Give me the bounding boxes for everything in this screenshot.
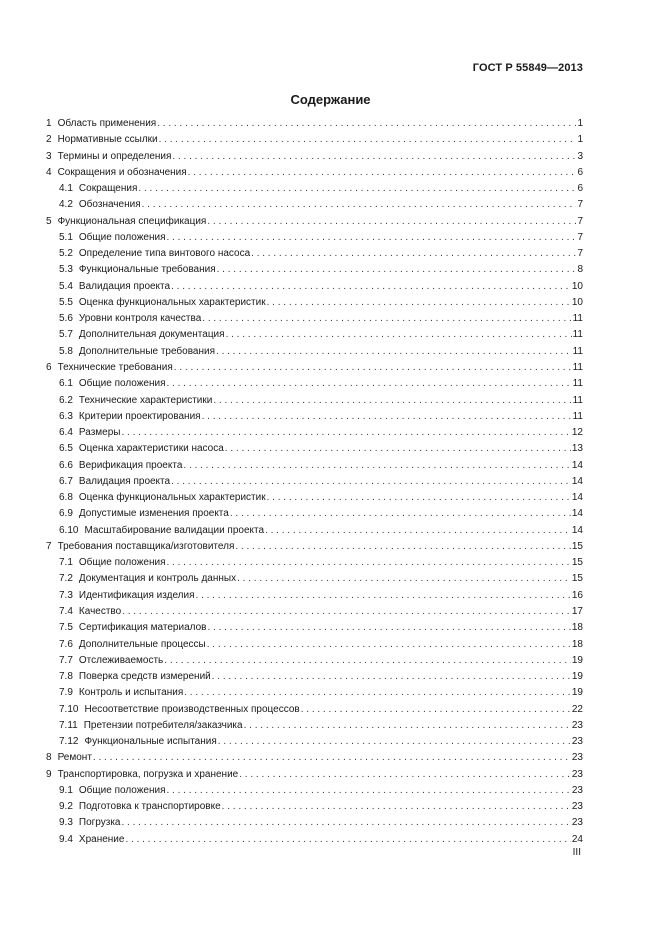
toc-entry-number: 6.4 (59, 427, 73, 439)
toc-entry-page: 7 (577, 248, 583, 260)
toc-entry-label: Обозначения (78, 199, 141, 211)
toc-entry-number: 7.7 (59, 654, 73, 666)
toc-entry-label: Транспортировка, погрузка и хранение (57, 768, 239, 780)
toc-entry-number: 7.4 (59, 605, 73, 617)
toc-dot-leader (159, 132, 577, 148)
toc-entry[interactable] (46, 702, 583, 718)
toc-entry-number: 7.6 (59, 638, 73, 650)
toc-entry[interactable] (46, 425, 583, 441)
toc-entry-label: Дополнительные требования (78, 345, 216, 357)
toc-entry-label: Подготовка к транспортировке (78, 801, 221, 813)
toc-list (46, 116, 583, 848)
toc-dot-leader (167, 783, 571, 799)
toc-entry-number: 3 (46, 150, 52, 162)
toc-entry-number: 2 (46, 134, 52, 146)
toc-entry-label: Валидация проекта (78, 475, 171, 487)
toc-entry-label: Погрузка (78, 817, 121, 829)
toc-dot-leader (171, 279, 571, 295)
toc-entry-label: Критерии проектирования (78, 410, 201, 422)
toc-dot-leader (239, 767, 571, 783)
toc-entry-label: Требования поставщика/изготовителя (57, 540, 235, 552)
toc-entry[interactable] (46, 523, 583, 539)
toc-dot-leader (171, 474, 571, 490)
toc-entry-page: 23 (571, 768, 583, 780)
toc-dot-leader (202, 409, 572, 425)
toc-dot-leader (267, 295, 571, 311)
toc-entry[interactable] (46, 669, 583, 685)
toc-entry-number: 9.4 (59, 833, 73, 845)
toc-dot-leader (93, 750, 571, 766)
toc-entry-label: Сокращения (78, 183, 138, 195)
toc-entry-number: 4.1 (59, 183, 73, 195)
toc-entry-label: Общие положения (78, 557, 166, 569)
toc-entry-number: 5.3 (59, 264, 73, 276)
toc-entry-number: 7.10 (59, 703, 79, 715)
toc-entry-number: 6.10 (59, 524, 79, 536)
toc-entry[interactable] (46, 718, 583, 734)
toc-entry[interactable] (46, 474, 583, 490)
toc-entry[interactable] (46, 116, 583, 132)
toc-entry-label: Валидация проекта (78, 280, 171, 292)
toc-entry-page: 11 (572, 410, 583, 422)
toc-dot-leader (222, 799, 571, 815)
toc-dot-leader (235, 539, 571, 555)
toc-entry[interactable] (46, 409, 583, 425)
toc-entry[interactable] (46, 620, 583, 636)
toc-entry[interactable] (46, 344, 583, 360)
toc-entry-page: 23 (571, 736, 583, 748)
toc-entry-page: 7 (577, 231, 583, 243)
toc-entry-number: 8 (46, 752, 52, 764)
toc-entry-number: 6.1 (59, 378, 73, 390)
toc-dot-leader (202, 311, 571, 327)
toc-entry[interactable] (46, 653, 583, 669)
toc-dot-leader (184, 685, 571, 701)
toc-entry-number: 1 (46, 118, 52, 129)
toc-entry-number: 7.5 (59, 622, 73, 634)
toc-entry[interactable] (46, 799, 583, 815)
toc-title: Содержание (290, 92, 371, 107)
toc-entry-page: 17 (571, 605, 583, 617)
toc-entry-page: 11 (572, 313, 583, 325)
toc-entry-number: 7.12 (59, 736, 79, 748)
toc-entry-label: Претензии потребителя/заказчика (83, 719, 243, 731)
toc-dot-leader (167, 230, 577, 246)
toc-entry-number: 9.1 (59, 784, 73, 796)
toc-entry[interactable] (46, 327, 583, 343)
toc-entry[interactable] (46, 637, 583, 653)
toc-entry-label: Функциональные испытания (84, 736, 217, 748)
toc-entry-number: 5.2 (59, 248, 73, 260)
toc-entry-page: 14 (571, 475, 583, 487)
toc-entry-number: 5.4 (59, 280, 73, 292)
toc-entry[interactable] (46, 279, 583, 295)
toc-entry[interactable] (46, 149, 583, 165)
toc-entry-label: Общие положения (78, 378, 166, 390)
toc-dot-leader (216, 344, 572, 360)
toc-entry[interactable] (46, 750, 583, 766)
toc-entry-page: 15 (571, 557, 583, 569)
toc-dot-leader (226, 327, 572, 343)
toc-entry-page: 6 (577, 183, 583, 195)
toc-entry-label: Отслеживаемость (78, 654, 164, 666)
toc-entry-label: Общие положения (78, 784, 166, 796)
toc-entry-number: 5.5 (59, 296, 73, 308)
toc-entry-page: 3 (577, 150, 583, 162)
toc-dot-leader (183, 458, 570, 474)
toc-entry-label: Ремонт (57, 752, 92, 764)
toc-entry[interactable] (46, 783, 583, 799)
toc-entry-number: 6.5 (59, 443, 73, 455)
toc-dot-leader (142, 197, 577, 213)
toc-entry-number: 4.2 (59, 199, 73, 211)
toc-entry-label: Идентификация изделия (78, 589, 195, 601)
toc-dot-leader (265, 523, 571, 539)
toc-entry-number: 6.6 (59, 459, 73, 471)
toc-entry[interactable] (46, 246, 583, 262)
toc-entry[interactable] (46, 295, 583, 311)
toc-entry-number: 9.2 (59, 801, 73, 813)
toc-entry-number: 4 (46, 166, 52, 178)
toc-entry[interactable] (46, 458, 583, 474)
toc-entry-label: Поверка средств измерений (78, 671, 211, 683)
toc-entry-page: 14 (571, 492, 583, 504)
toc-dot-leader (237, 571, 571, 587)
toc-entry-page: 14 (571, 508, 583, 520)
document-code: ГОСТ Р 55849—2013 (472, 62, 583, 74)
toc-entry-number: 7.3 (59, 589, 73, 601)
toc-entry-label: Технические требования (57, 361, 173, 373)
toc-entry-number: 6.3 (59, 410, 73, 422)
toc-entry-label: Определение типа винтового насоса (78, 248, 251, 260)
toc-entry-page: 23 (571, 752, 583, 764)
toc-dot-leader (213, 393, 571, 409)
toc-entry-label: Термины и определения (57, 150, 172, 162)
toc-dot-leader (301, 702, 571, 718)
toc-entry[interactable] (46, 262, 583, 278)
toc-entry-page: 10 (571, 280, 583, 292)
toc-entry-label: Область применения (57, 118, 157, 129)
toc-entry-number: 9 (46, 768, 52, 780)
toc-entry[interactable] (46, 685, 583, 701)
toc-entry-label: Общие положения (78, 231, 166, 243)
toc-entry-page: 23 (571, 801, 583, 813)
toc-dot-leader (188, 165, 577, 181)
toc-entry[interactable] (46, 376, 583, 392)
toc-entry-page: 14 (571, 459, 583, 471)
toc-entry-number: 5 (46, 215, 52, 227)
toc-entry-page: 11 (572, 378, 583, 390)
toc-entry-page: 7 (577, 199, 583, 211)
toc-entry-page: 7 (577, 215, 583, 227)
toc-entry-number: 6 (46, 361, 52, 373)
toc-entry[interactable] (46, 230, 583, 246)
toc-entry-page: 8 (577, 264, 583, 276)
toc-dot-leader (167, 376, 572, 392)
toc-entry-number: 6.8 (59, 492, 73, 504)
toc-entry-number: 7 (46, 540, 52, 552)
toc-entry-label: Дополнительная документация (78, 329, 225, 341)
toc-entry[interactable] (46, 506, 583, 522)
toc-entry[interactable] (46, 197, 583, 213)
toc-entry-label: Оценка функциональных характеристик (78, 296, 266, 308)
toc-entry-page: 23 (571, 784, 583, 796)
toc-dot-leader (196, 588, 571, 604)
toc-dot-leader (207, 637, 571, 653)
toc-entry[interactable] (46, 734, 583, 750)
toc-entry[interactable] (46, 604, 583, 620)
toc-entry-page: 11 (572, 345, 583, 357)
toc-entry[interactable] (46, 490, 583, 506)
toc-entry-number: 6.9 (59, 508, 73, 520)
toc-dot-leader (122, 815, 571, 831)
toc-entry-page: 10 (571, 296, 583, 308)
toc-entry-number: 9.3 (59, 817, 73, 829)
toc-dot-leader (244, 718, 571, 734)
toc-dot-leader (267, 490, 571, 506)
toc-entry-number: 7.11 (59, 719, 78, 731)
toc-entry-page: 19 (571, 687, 583, 699)
toc-entry-label: Оценка функциональных характеристик (78, 492, 266, 504)
toc-entry-page: 18 (571, 622, 583, 634)
toc-entry-page: 14 (571, 524, 583, 536)
toc-entry-page: 19 (571, 654, 583, 666)
toc-entry-number: 5.1 (59, 231, 73, 243)
toc-entry-number: 6.7 (59, 475, 73, 487)
toc-entry-number: 7.1 (59, 557, 73, 569)
toc-dot-leader (207, 214, 576, 230)
toc-dot-leader (164, 653, 571, 669)
toc-entry[interactable] (46, 181, 583, 197)
toc-entry-number: 5.6 (59, 313, 73, 325)
toc-entry-label: Несоответствие производственных процессов (84, 703, 300, 715)
toc-entry-number: 7.8 (59, 671, 73, 683)
toc-entry-label: Масштабирование валидации проекта (84, 524, 265, 536)
toc-entry[interactable] (46, 815, 583, 831)
toc-entry-page: 12 (571, 427, 583, 439)
toc-entry-page: 18 (571, 638, 583, 650)
toc-entry-number: 5.8 (59, 345, 73, 357)
toc-entry[interactable] (46, 767, 583, 783)
toc-entry[interactable] (46, 571, 583, 587)
toc-entry-label: Оценка характеристики насоса (78, 443, 224, 455)
toc-entry[interactable] (46, 588, 583, 604)
toc-entry-number: 6.2 (59, 394, 73, 406)
page-number: III (572, 847, 581, 858)
toc-dot-leader (172, 149, 576, 165)
toc-dot-leader (157, 116, 576, 132)
toc-dot-leader (125, 832, 570, 848)
toc-entry[interactable] (46, 132, 583, 148)
toc-dot-leader (217, 262, 577, 278)
toc-entry-page: 11 (572, 394, 583, 406)
toc-dot-leader (212, 669, 571, 685)
toc-dot-leader (121, 425, 570, 441)
toc-entry-page: 1 (577, 134, 583, 146)
toc-entry[interactable] (46, 360, 583, 376)
toc-entry-label: Размеры (78, 427, 121, 439)
toc-entry-page: 19 (571, 671, 583, 683)
toc-dot-leader (207, 620, 570, 636)
toc-entry-page: 11 (572, 361, 583, 373)
toc-dot-leader (138, 181, 576, 197)
toc-dot-leader (230, 506, 571, 522)
toc-entry-page: 23 (571, 719, 583, 731)
toc-entry-label: Функциональные требования (78, 264, 216, 276)
toc-dot-leader (218, 734, 571, 750)
toc-entry-label: Качество (78, 605, 122, 617)
toc-entry-label: Технические характеристики (78, 394, 213, 406)
toc-entry-label: Функциональная спецификация (57, 215, 207, 227)
toc-entry[interactable] (46, 832, 583, 848)
toc-entry-number: 7.2 (59, 573, 73, 585)
toc-entry-number: 7.9 (59, 687, 73, 699)
toc-entry-label: Уровни контроля качества (78, 313, 202, 325)
toc-entry[interactable] (46, 539, 583, 555)
toc-entry-page: 1 (577, 118, 583, 129)
toc-dot-leader (251, 246, 576, 262)
toc-entry-page: 22 (571, 703, 583, 715)
toc-entry[interactable] (46, 441, 583, 457)
toc-entry[interactable] (46, 555, 583, 571)
toc-entry-label: Дополнительные процессы (78, 638, 206, 650)
toc-entry-page: 6 (577, 166, 583, 178)
toc-entry-label: Верификация проекта (78, 459, 183, 471)
toc-entry-page: 15 (571, 573, 583, 585)
toc-entry-page: 11 (572, 329, 583, 341)
toc-entry-number: 5.7 (59, 329, 73, 341)
toc-dot-leader (225, 441, 571, 457)
toc-entry-label: Хранение (78, 833, 125, 845)
toc-entry-label: Контроль и испытания (78, 687, 184, 699)
toc-dot-leader (167, 555, 571, 571)
toc-entry-page: 15 (571, 540, 583, 552)
toc-entry[interactable] (46, 214, 583, 230)
toc-entry-page: 24 (571, 833, 583, 845)
toc-entry-page: 23 (571, 817, 583, 829)
toc-entry-label: Сертификация материалов (78, 622, 207, 634)
toc-dot-leader (174, 360, 572, 376)
toc-entry[interactable] (46, 311, 583, 327)
toc-entry-page: 16 (571, 589, 583, 601)
toc-entry-page: 13 (571, 443, 583, 455)
toc-entry[interactable] (46, 393, 583, 409)
toc-entry-label: Нормативные ссылки (57, 134, 158, 146)
toc-entry-label: Допустимые изменения проекта (78, 508, 229, 520)
toc-dot-leader (122, 604, 571, 620)
toc-entry[interactable] (46, 165, 583, 181)
toc-entry-label: Сокращения и обозначения (57, 166, 187, 178)
toc-entry-label: Документация и контроль данных (78, 573, 237, 585)
